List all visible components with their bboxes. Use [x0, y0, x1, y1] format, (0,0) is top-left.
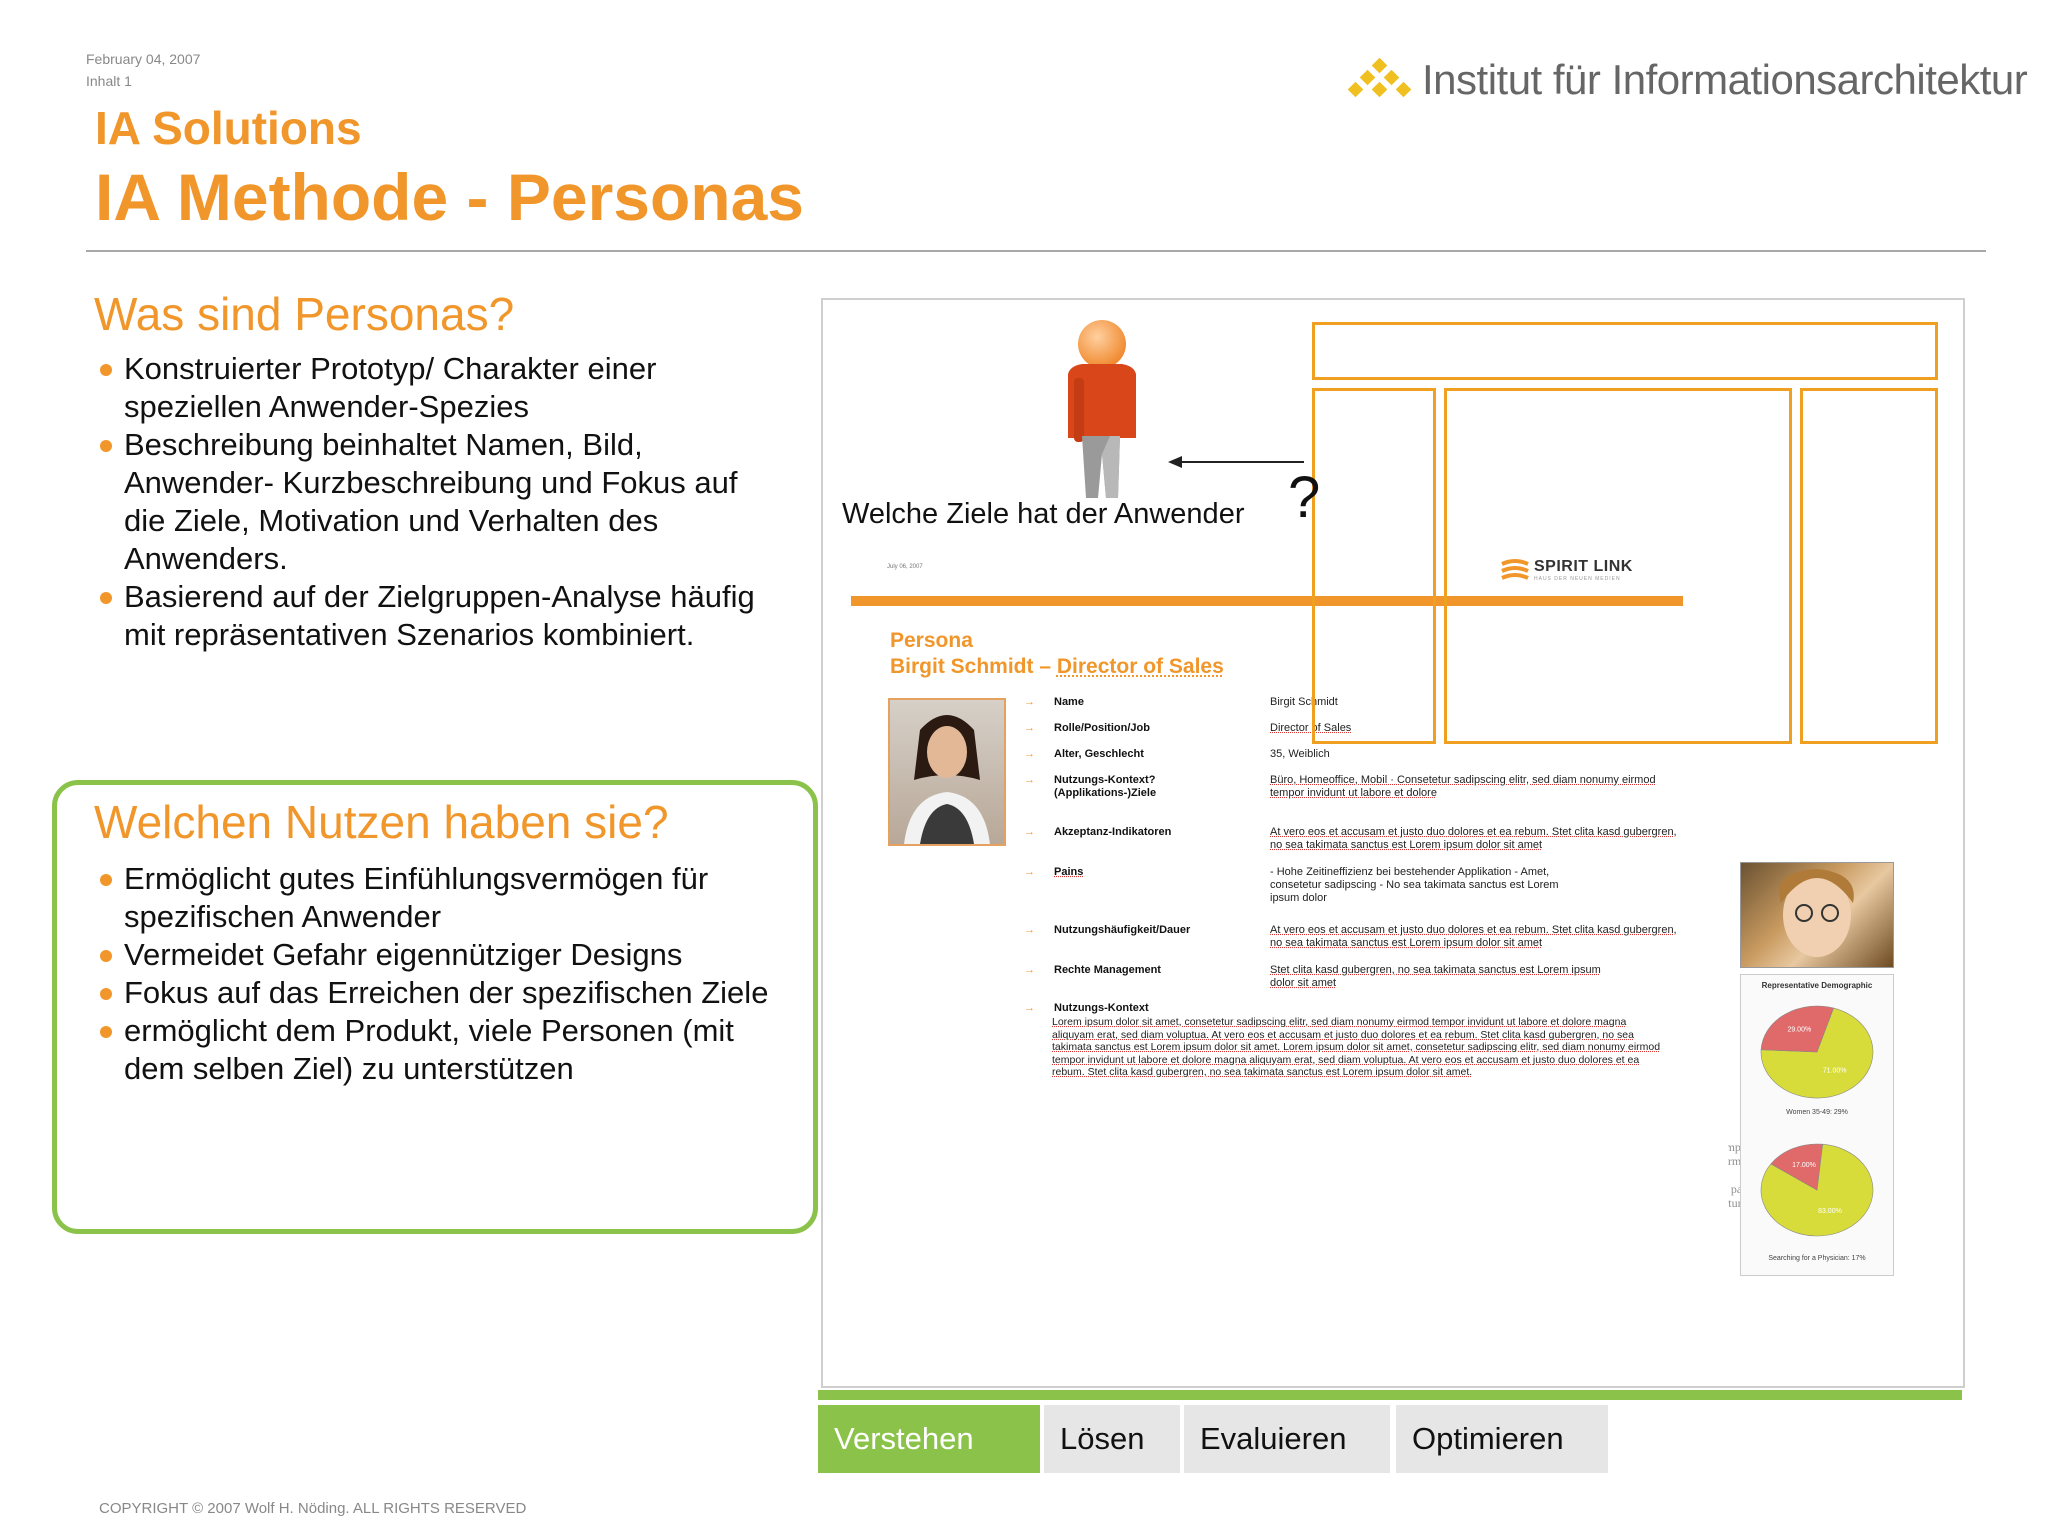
field-value: Büro, Homeoffice, Mobil · Consetetur sadipscing elitr, sed diam nonumy eirmod tempor invidunt ut labore et dolore: [1270, 774, 1656, 799]
section1-heading: Was sind Personas?: [94, 288, 515, 340]
pie-chart-2: [1741, 1135, 1893, 1245]
arrow-icon: →: [1024, 866, 1035, 878]
wireframe-header: [1312, 322, 1938, 380]
field-label: Pains: [1054, 866, 1084, 878]
logo-text: Institut für Informationsarchitektur: [1422, 56, 2028, 103]
tab-optimieren[interactable]: Optimieren: [1396, 1405, 1608, 1473]
field-value: At vero eos et accusam et justo duo dolores et ea rebum. Stet clita kasd gubergren, no sea takimata sanctus est Lorem ipsum dolor sit amet: [1270, 924, 1677, 949]
user-figure-icon: [1060, 318, 1140, 498]
wireframe-right-column: [1800, 388, 1938, 744]
section2-list: [96, 860, 776, 1088]
list-item: Ermöglicht gutes Einfühlungsvermögen für spezifischen Anwender: [96, 860, 776, 936]
arrow-icon: →: [1024, 696, 1035, 708]
arrow-icon: →: [1024, 826, 1035, 838]
question-mark: ?: [1288, 465, 1321, 530]
field-value: 35, Weiblich: [1270, 748, 1330, 760]
context-text: Lorem ipsum dolor sit amet, consetetur sadipscing elitr, sed diam nonumy eirmod tempor invidunt ut labore et dolore magna aliquyam erat, sed diam voluptua. At vero eos et accusam et justo duo dolores et ea rebum. Stet clita kasd gubergren, no sea takimata sanctus est Lorem ipsum dolor sit amet. Lorem ipsum dolor sit amet, consetetur sadipscing elitr, sed diam nonumy eirmod tempor invidunt ut labore et dolore magna aliquyam erat, sed diam voluptua. At vero eos et accusam et justo duo dolores et ea rebum. Stet clita kasd gubergren, no sea takimata sanctus est Lorem ipsum dolor sit amet.: [1052, 1016, 1661, 1078]
copyright: COPYRIGHT © 2007 Wolf H. Nöding. ALL RIGHTS RESERVED: [99, 1500, 527, 1517]
persona-role: Director of Sales: [1056, 655, 1224, 678]
section-label: Inhalt 1: [86, 73, 132, 89]
pie-slice-label: 83.00%: [1818, 1207, 1842, 1215]
field-label: Akzeptanz-Indikatoren: [1054, 826, 1172, 838]
header-divider: [86, 250, 1986, 252]
list-item: Basierend auf der Zielgruppen-Analyse häufig mit repräsentativen Szenarios kombiniert.: [96, 578, 756, 654]
list-item: • opportunity: [1410, 1196, 1830, 1224]
arrow-icon: →: [1024, 964, 1035, 976]
tab-evaluieren[interactable]: Evaluieren: [1184, 1405, 1390, 1473]
arrow-icon: →: [1024, 748, 1035, 760]
list-item: Beschreibung beinhaltet Namen, Bild, Anwender- Kurzbeschreibung und Fokus auf die Ziele, Motivation und Verhalten des Anwenders.: [96, 426, 756, 578]
persona-photo: [888, 698, 1006, 846]
businesswoman-icon: [890, 700, 1004, 844]
persona-label: Persona: [890, 629, 973, 652]
pie-slice-label: 71.00%: [1822, 1067, 1847, 1075]
face-icon: [1741, 863, 1893, 967]
spirit-link-name: SPIRIT LINK: [1534, 558, 1633, 575]
field-label: Nutzungs-Kontext: [1054, 1002, 1149, 1014]
wireframe-main-column: [1444, 388, 1792, 744]
field-label: Nutzungs-Kontext? (Applikations-)Ziele: [1054, 774, 1157, 799]
category-title: IA Solutions: [95, 102, 362, 154]
persona-name: Birgit Schmidt: [890, 655, 1034, 678]
logo-diamonds-icon: [1348, 58, 1412, 102]
section2-heading: Welchen Nutzen haben sie?: [94, 796, 669, 848]
arrow-icon: →: [1024, 1002, 1035, 1014]
list-item: Fokus auf das Erreichen der spezifischen Ziele: [96, 974, 776, 1012]
list-item: Konstruierter Prototyp/ Charakter einer speziellen Anwender-Spezies: [96, 350, 756, 426]
tab-verstehen[interactable]: Verstehen: [818, 1405, 1040, 1473]
field-value: Birgit Schmidt: [1270, 696, 1338, 708]
field-label: Rolle/Position/Job: [1054, 722, 1150, 734]
field-label: Name: [1054, 696, 1084, 708]
field-label: Nutzungshäufigkeit/Dauer: [1054, 924, 1191, 936]
page-title: IA Methode - Personas: [95, 160, 805, 234]
spirit-link-tagline: HAUS DER NEUEN MEDIEN: [1534, 576, 1621, 582]
date-label: February 04, 2007: [86, 51, 201, 67]
list-item: • information: [1410, 1154, 1830, 1182]
list-item: ermöglicht dem Produkt, viele Personen (mit dem selben Ziel) zu unterstützen: [96, 1012, 776, 1088]
field-value: Director of Sales: [1270, 722, 1352, 734]
phase-bar: [818, 1390, 1962, 1400]
field-value: - Hohe Zeitineffizienz bei bestehender Applikation - Amet, consetetur sadipscing - No sea takimata sanctus est Lorem ipsum dolor: [1270, 866, 1559, 904]
left-arrow-icon: [1166, 452, 1306, 472]
field-label: Alter, Geschlecht: [1054, 748, 1144, 760]
list-item: Vermeidet Gefahr eigennütziger Designs: [96, 936, 776, 974]
field-label: Rechte Management: [1054, 964, 1161, 976]
persona-title: Birgit Schmidt – Director of Sales: [890, 655, 1224, 678]
pie-slice-label: 17.00%: [1792, 1162, 1816, 1170]
wireframe-left-column: [1312, 388, 1436, 744]
demographic-title: Representative Demographic: [1761, 981, 1873, 990]
pie-slice-label: 29.00%: [1787, 1026, 1812, 1034]
pie-chart-1: [1741, 997, 1893, 1107]
doc-date: July 06, 2007: [887, 564, 923, 570]
pie1-label: Women 35-49: 29%: [1786, 1109, 1848, 1116]
persona2-photo: [1740, 862, 1894, 968]
field-value: Stet clita kasd gubergren, no sea takimata sanctus est Lorem ipsum dolor sit amet: [1270, 964, 1601, 989]
tab-loesen[interactable]: Lösen: [1044, 1405, 1180, 1473]
field-value: At vero eos et accusam et justo duo dolores et ea rebum. Stet clita kasd gubergren, no sea takimata sanctus est Lorem ipsum dolor sit amet: [1270, 826, 1677, 851]
arrow-icon: →: [1024, 924, 1035, 936]
arrow-icon: →: [1024, 722, 1035, 734]
section1-list: [96, 350, 756, 654]
arrow-icon: →: [1024, 774, 1035, 786]
goal-question: Welche Ziele hat der Anwender: [842, 498, 1245, 530]
pie2-label: Searching for a Physician: 17%: [1768, 1255, 1866, 1262]
demographic-card: [1740, 974, 1894, 1276]
